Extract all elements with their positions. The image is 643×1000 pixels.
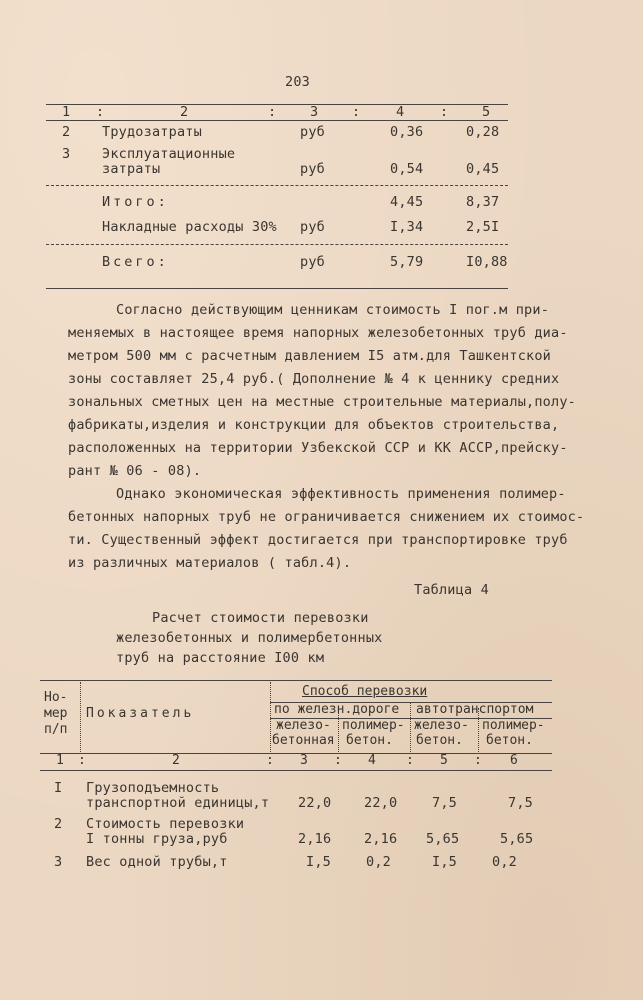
col-number-2: 2	[180, 104, 189, 120]
method-header: Способ перевозки	[302, 684, 428, 699]
auto-header: автотранспортом	[416, 702, 534, 717]
table-top-rule	[40, 680, 552, 681]
col-number-4: 4	[396, 104, 405, 120]
col-number-5: 5	[482, 104, 491, 120]
indicator-header: Показатель	[86, 706, 195, 721]
col-number-3: 3	[310, 104, 319, 120]
col-number-1: 1	[62, 104, 71, 120]
document-page: 203 1 : 2 : 3 : 4 : 5 2 Трудозатраты руб 0,36 0,28 3 Эксплуатационные затраты руб 0,54 0,45 Итого: 4,45 8,37 Накладные расходы 30% руб I,34 2,5I Всего: руб 5,79 I0,88 Согласно действующим ценникам стоимость I пог.м при- меняемых в настоящее время напорных железобетонных труб диа- метром 500 мм с расчетным давлением I5 атм.для Ташкентской зоны составляет 25,4 руб.( Дополнение № 4 к ценнику средних зональных сметных цен на местные строительные материалы,полу- фабрикаты,изделия и конструкции для объектов строительства, расположенных на территории Узбекской ССР и КК АССР,прейску- рант № 06 - 08). Однако экономическая эффективность применения полимер- бетонных напорных труб не ограничивается снижением их стоимос- ти. Существенный эффект достигается при транспортировке труб из различных материалов ( табл.4). Таблица 4 Расчет стоимости перевозки железобетонных и полимербетонных труб на расстояние I00 км Но- мер п/п Показатель Способ перевозки по железн.дороге автотранспортом железо- бетонная полимер- бетон. железо- бетон. полимер- бетон. 1 : 2 : 3 : 4 : 5 : 6 I Грузоподъемность транспортной единицы,т 22,0 22,0 7,5 7,5 2 Стоимость перевозки I тонны груза,руб 2,16 2,16 5,65 5,65 3 Вес одной трубы,т I,5 0,2 I,5 0,2	[0, 0, 643, 1000]
separator	[46, 185, 508, 186]
table-label: Таблица 4	[414, 582, 489, 598]
separator	[46, 244, 508, 245]
rail-header: по железн.дороге	[274, 702, 400, 717]
colnum-bottom-rule	[40, 770, 552, 771]
table-header-rule	[46, 120, 508, 121]
table-bottom-rule	[46, 288, 508, 289]
table-top-rule	[46, 104, 508, 105]
page-number: 203	[285, 74, 310, 90]
